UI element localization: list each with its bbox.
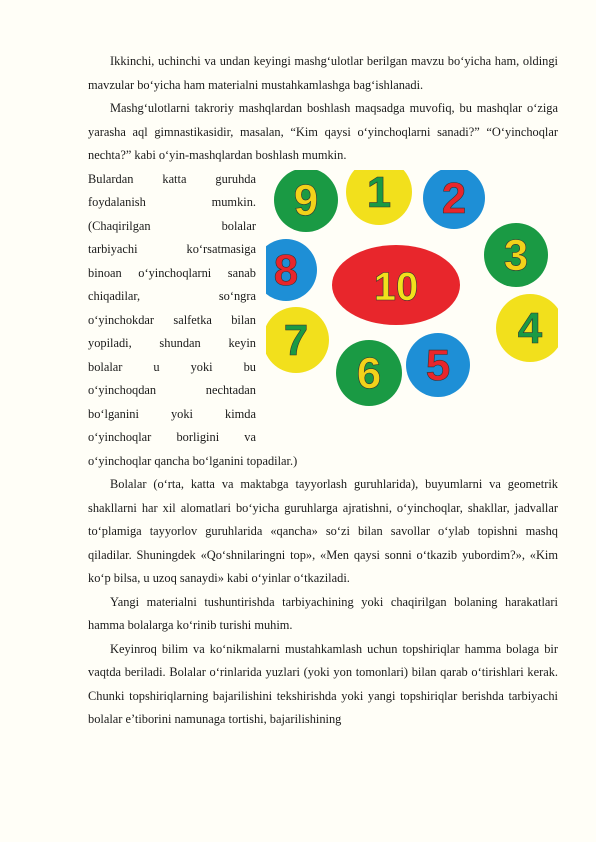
float-line: o‘yinchokdar salfetka bilan xyxy=(88,312,256,327)
number-circles-svg xyxy=(266,170,558,410)
circle-number: 7 xyxy=(283,315,309,365)
number-circle-10 xyxy=(332,245,460,325)
circle-number: 10 xyxy=(373,264,419,309)
circle-number: 6 xyxy=(356,348,382,398)
float-line: yopiladi, shundan keyin xyxy=(88,336,256,350)
text-with-figure xyxy=(88,168,558,450)
float-text-column xyxy=(88,168,256,450)
float-line: bo‘lganini yoki kimda xyxy=(88,406,256,421)
circle-number: 3 xyxy=(503,230,529,280)
number-circle-3 xyxy=(484,223,548,287)
float-line: chiqadilar, so‘ngra xyxy=(88,289,256,303)
circle-number: 4 xyxy=(517,303,543,353)
float-line: o‘yinchoqdan nechtadan xyxy=(88,383,256,397)
float-line: Bulardan katta guruhda xyxy=(88,171,256,186)
circle-number: 8 xyxy=(273,245,299,295)
number-circle-2 xyxy=(423,170,485,229)
circle-number: 9 xyxy=(293,175,319,225)
paragraph-4: Yangi materialni tushuntirishda tarbiyachining yoki chaqirilgan bolaning harakatlari hamma bolalarga ko‘rinib turishi muhim. xyxy=(88,594,558,632)
float-line: (Chaqirilgan bolalar xyxy=(88,218,256,233)
float-line: tarbiyachi ko‘rsatmasiga xyxy=(88,242,256,256)
circle-number: 5 xyxy=(425,340,451,390)
number-circles-figure xyxy=(266,170,558,410)
float-tail-line: o‘yinchoqlar qancha bo‘lganini topadilar.) xyxy=(88,453,298,468)
paragraph-2: Mashg‘ulotlarni takroriy mashqlardan boshlash maqsadga muvofiq, bu mashqlar o‘ziga yarasha aql gimnastikasidir, masalan, “Kim qaysi o‘yinchoqlarni sanadi?” “O‘yinchoqlar nechta?” kabi o‘yin-mashqlardan boshlash mumkin. xyxy=(88,101,558,162)
number-circle-6 xyxy=(336,340,402,406)
circle-number: 1 xyxy=(366,169,392,217)
float-line: bolalar u yoki bu xyxy=(88,359,256,374)
paragraph-3: Bolalar (o‘rta, katta va maktabga tayyorlash guruhlarida), buyumlarni va geometrik shakllarni har xil alomatlari bo‘yicha guruhlarga ajratishni, o‘yinchoqlar, shakllar, jadvallar to‘plamiga tayyorlov guruhlarida «qancha» so‘zi bilan savollar o‘ylab topishni mashq qiladilar. Shuningdek «Qo‘shnilaringni top», «Men qaysi sonni o‘tkazib yubordim?», «Kim ko‘p bilsa, u uzoq sanaydi» kabi o‘yinlar o‘tkaziladi. xyxy=(88,477,558,585)
number-circle-8 xyxy=(266,239,317,301)
float-line: o‘yinchoqlar borligini va xyxy=(88,430,256,444)
number-circle-4 xyxy=(496,294,558,362)
number-circle-9 xyxy=(274,170,338,232)
paragraph-1: Ikkinchi, uchinchi va undan keyingi mashg‘ulotlar berilgan mavzu bo‘yicha ham, oldingi mavzular bo‘yicha ham materialni mustahkamlashga bag‘ishlanadi. xyxy=(88,54,558,92)
paragraph-5: Keyinroq bilim va ko‘nikmalarni mustahkamlash uchun topshiriqlar hamma bolaga bir vaqtda beriladi. Bolalar o‘rinlarida yuzlari (yoki yon tomonlari) bilan qarab o‘tirishlari kerak. Chunki topshiriqlarning bajarilishini tekshirishda yoki yangi topshiriqlar berishda tarbiyachi bolalar e’tiborini namunaga tortishi, bajarilishining xyxy=(88,641,558,726)
float-line: foydalanish mumkin. xyxy=(88,195,256,209)
document-page xyxy=(88,50,558,732)
number-circle-7 xyxy=(266,307,329,373)
float-line: binoan o‘yinchoqlarni sanab xyxy=(88,265,256,280)
circle-number: 2 xyxy=(441,173,467,223)
number-circle-5 xyxy=(406,333,470,397)
number-circle-1 xyxy=(346,170,412,225)
